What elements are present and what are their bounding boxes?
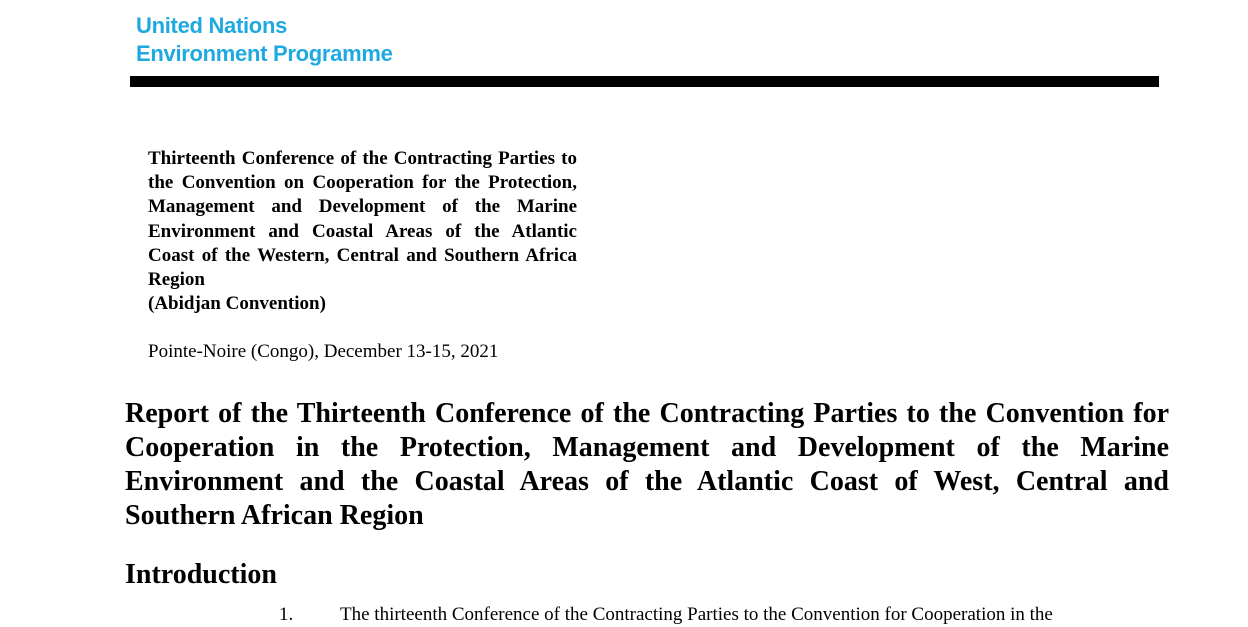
logo-line-united-nations: United Nations	[136, 13, 288, 38]
conference-venue-date: Pointe-Noire (Congo), December 13-15, 2021	[148, 341, 499, 362]
unep-logo	[136, 12, 393, 68]
header-rule	[130, 76, 1159, 87]
conference-subtitle: (Abidjan Convention)	[148, 293, 326, 315]
paragraph-text: The thirteenth Conference of the Contracting Parties to the Convention for Cooperation in the	[340, 604, 1053, 625]
conference-title-block	[148, 147, 577, 316]
introduction-heading: Introduction	[125, 559, 277, 590]
paragraph-number: 1.	[279, 604, 294, 625]
conference-title: Thirteenth Conference of the Contracting Parties to the Convention on Cooperation for the Protection, Management and Development of the Marine Environment and Coastal Areas of the Atlantic Coast of the Western, Central and Southern Africa Region	[148, 148, 577, 291]
report-title: Report of the Thirteenth Conference of the Contracting Parties to the Convention for Cooperation in the Protection, Management and Development of the Marine Environment and the Coastal Areas of the Atlantic Coast of West, Central and Southern African Region	[125, 398, 1169, 531]
logo-line-environment-programme: Environment Programme	[136, 41, 393, 66]
